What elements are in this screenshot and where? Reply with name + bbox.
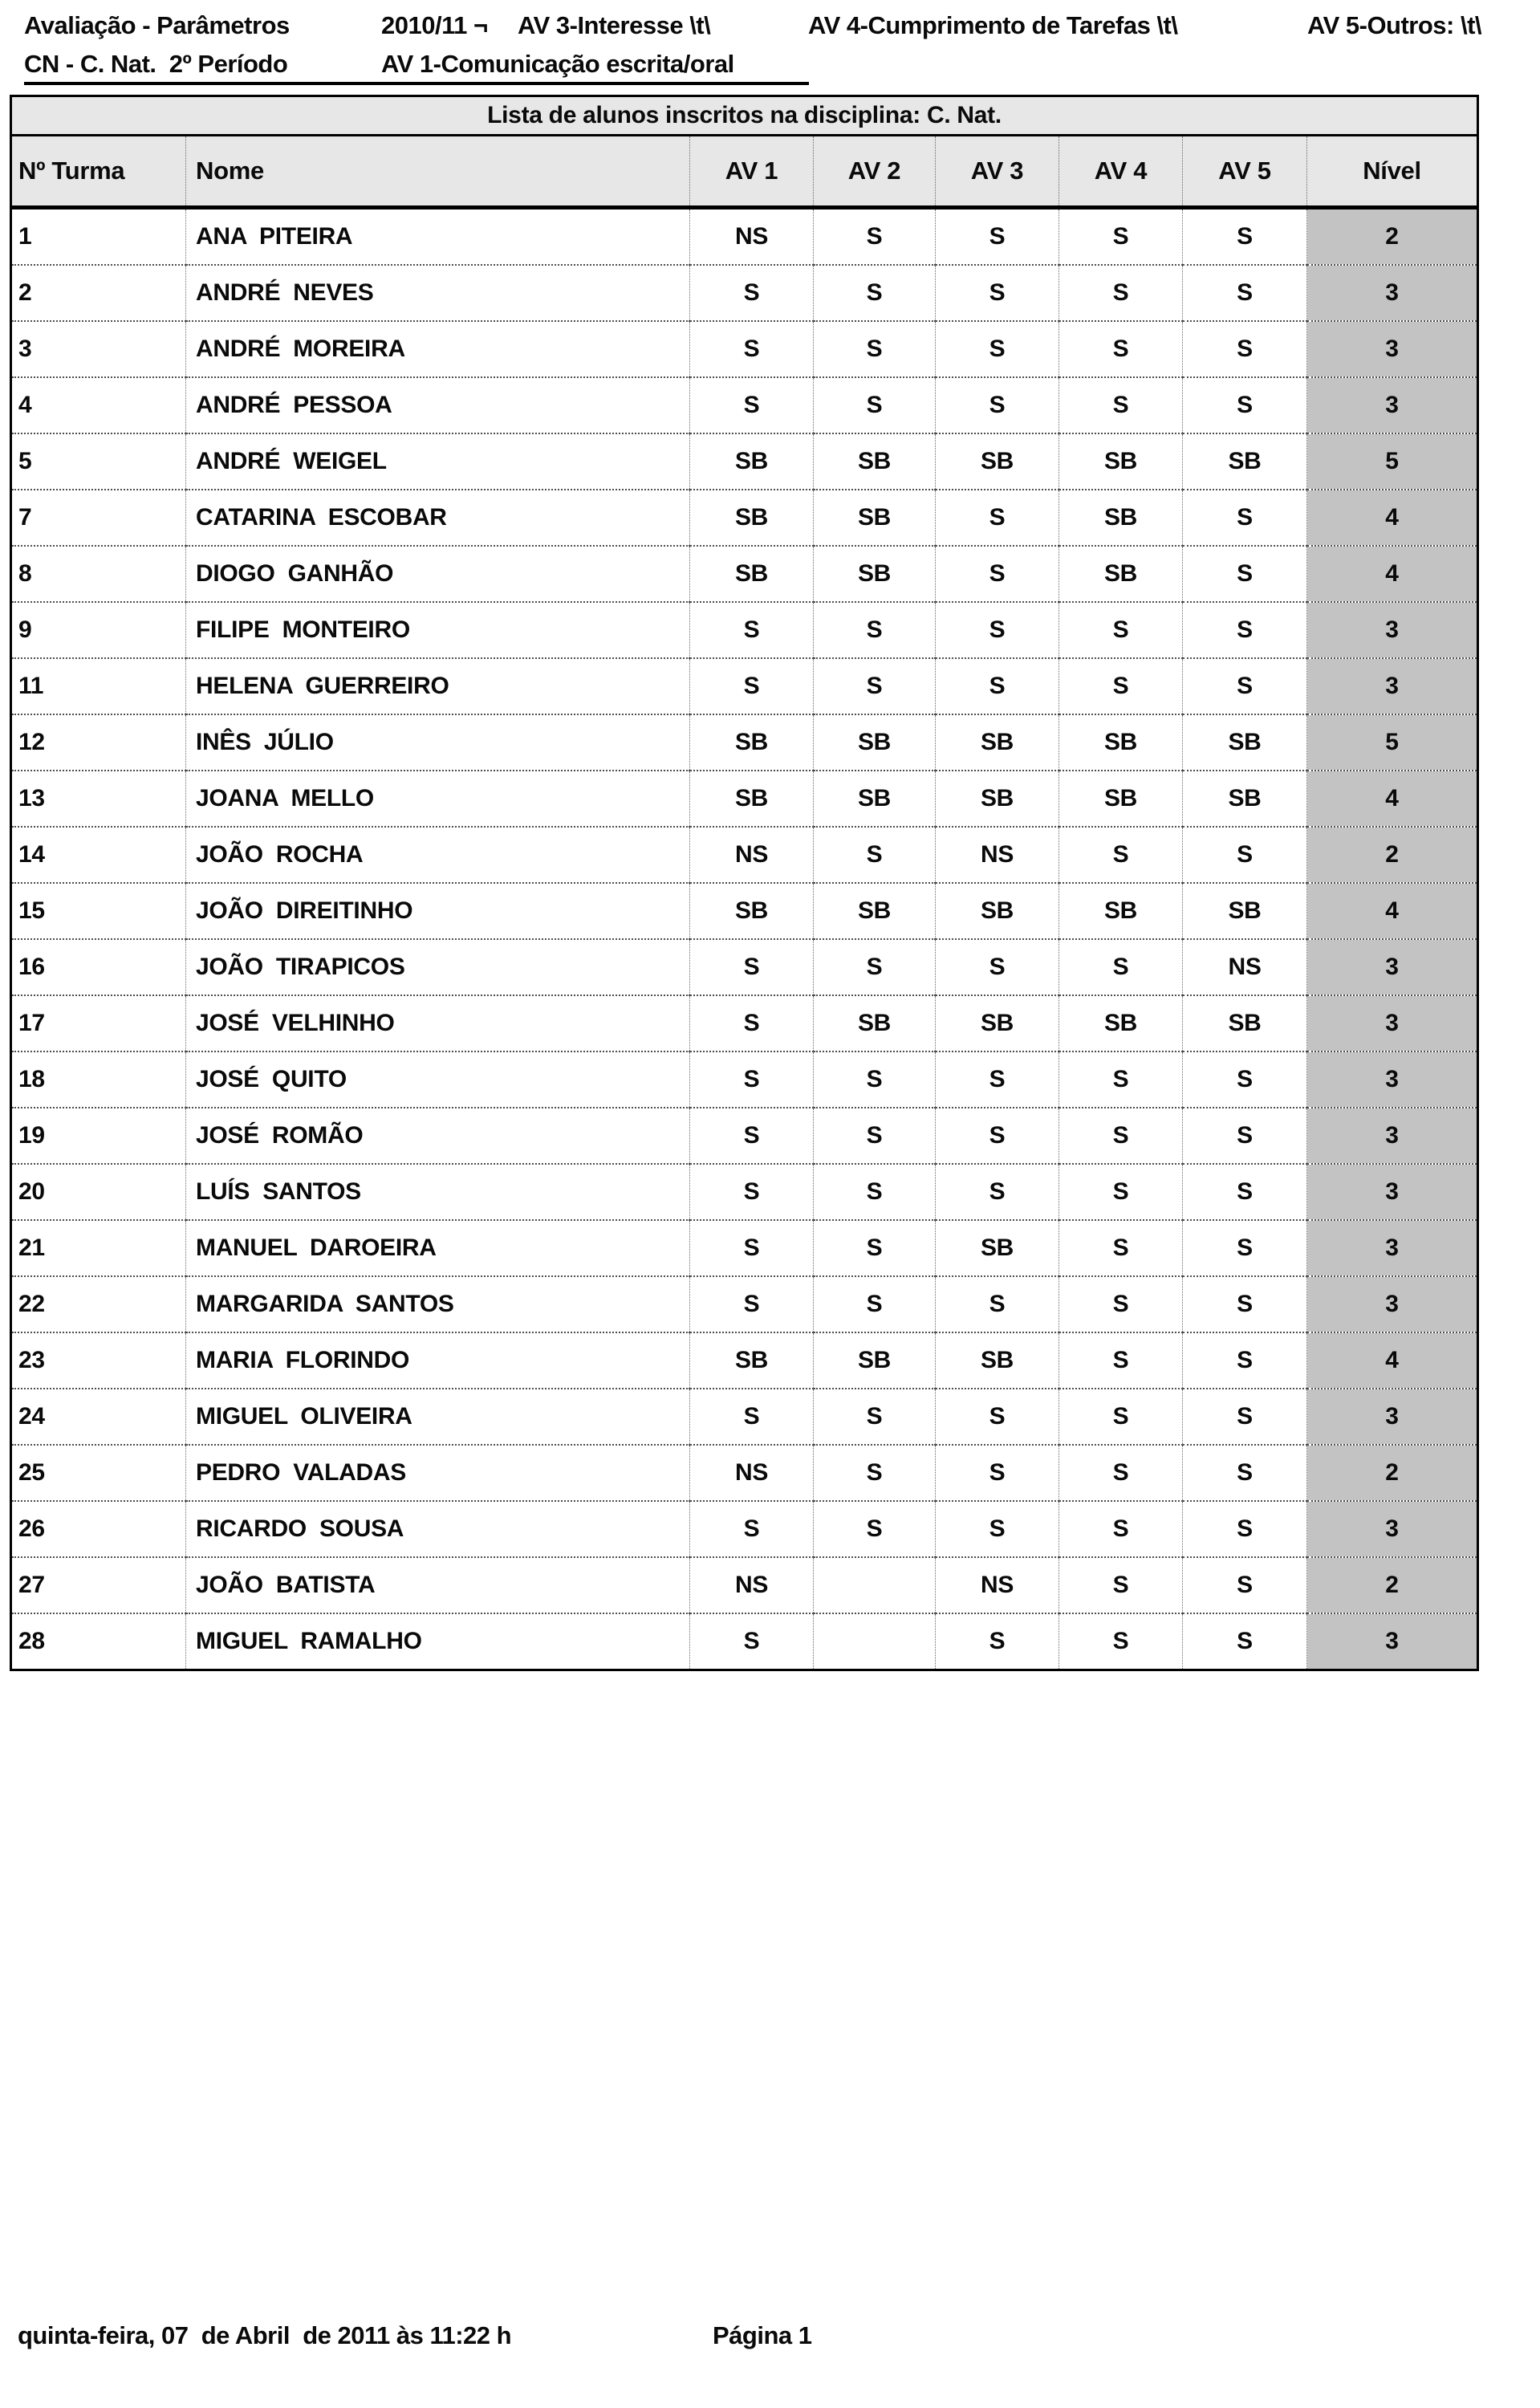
- student-row: [11, 714, 1478, 771]
- cell-av2: S: [814, 602, 936, 658]
- cell-av1: NS: [690, 827, 814, 883]
- cell-av3: S: [936, 1108, 1059, 1164]
- cell-av3: SB: [936, 771, 1059, 827]
- col-header-av3: AV 3: [936, 136, 1059, 208]
- cell-num-turma: 19: [11, 1108, 186, 1164]
- cell-av2: SB: [814, 546, 936, 602]
- cell-av2: S: [814, 1445, 936, 1501]
- cell-nivel: 3: [1307, 1501, 1478, 1557]
- cell-av4: S: [1059, 321, 1183, 377]
- cell-nome: PEDRO VALADAS: [186, 1445, 690, 1501]
- cell-av1: SB: [690, 883, 814, 939]
- cell-num-turma: 5: [11, 433, 186, 490]
- cell-nivel: 5: [1307, 433, 1478, 490]
- cell-av5: NS: [1183, 939, 1307, 995]
- cell-av3: S: [936, 658, 1059, 714]
- cell-av3: S: [936, 1613, 1059, 1670]
- cell-av5: S: [1183, 827, 1307, 883]
- cell-av2: S: [814, 1220, 936, 1276]
- student-row: [11, 208, 1478, 266]
- cell-av2: S: [814, 1164, 936, 1220]
- cell-av2: S: [814, 939, 936, 995]
- col-header-nivel: Nível: [1307, 136, 1478, 208]
- cell-av1: S: [690, 658, 814, 714]
- cell-av2: [814, 1557, 936, 1613]
- cell-nome: ANA PITEIRA: [186, 208, 690, 266]
- student-row: [11, 602, 1478, 658]
- cell-av3: SB: [936, 714, 1059, 771]
- table-title-row: [11, 96, 1478, 136]
- cell-av5: S: [1183, 265, 1307, 321]
- cell-av1: SB: [690, 714, 814, 771]
- cell-num-turma: 17: [11, 995, 186, 1051]
- cell-av1: SB: [690, 433, 814, 490]
- cell-num-turma: 12: [11, 714, 186, 771]
- cell-nivel: 4: [1307, 771, 1478, 827]
- cell-nome: ANDRÉ MOREIRA: [186, 321, 690, 377]
- cell-av2: SB: [814, 714, 936, 771]
- cell-nome: MANUEL DAROEIRA: [186, 1220, 690, 1276]
- cell-av3: S: [936, 208, 1059, 266]
- cell-av2: SB: [814, 883, 936, 939]
- cell-nome: JOSÉ VELHINHO: [186, 995, 690, 1051]
- report-header-line2: [0, 48, 1540, 85]
- cell-av4: S: [1059, 1220, 1183, 1276]
- cell-num-turma: 16: [11, 939, 186, 995]
- cell-av3: S: [936, 1389, 1059, 1445]
- cell-nivel: 3: [1307, 1389, 1478, 1445]
- cell-nivel: 3: [1307, 1051, 1478, 1108]
- col-header-nome: Nome: [186, 136, 690, 208]
- cell-num-turma: 11: [11, 658, 186, 714]
- student-row: [11, 1108, 1478, 1164]
- cell-nivel: 2: [1307, 208, 1478, 266]
- report-title: Avaliação - Parâmetros: [24, 11, 290, 39]
- cell-nivel: 3: [1307, 1108, 1478, 1164]
- cell-num-turma: 14: [11, 827, 186, 883]
- cell-av1: S: [690, 1389, 814, 1445]
- student-row: [11, 771, 1478, 827]
- cell-nivel: 3: [1307, 995, 1478, 1051]
- cell-av2: S: [814, 1389, 936, 1445]
- cell-av4: SB: [1059, 714, 1183, 771]
- cell-av3: S: [936, 490, 1059, 546]
- cell-av5: S: [1183, 1108, 1307, 1164]
- course-period-label: CN - C. Nat. 2º Período: [24, 50, 288, 78]
- page-number: Página 1: [713, 2321, 812, 2349]
- table-header-row: [11, 136, 1478, 208]
- cell-av4: S: [1059, 827, 1183, 883]
- student-row: [11, 1613, 1478, 1670]
- cell-av3: SB: [936, 995, 1059, 1051]
- cell-av4: S: [1059, 1557, 1183, 1613]
- cell-av2: S: [814, 1501, 936, 1557]
- cell-av1: S: [690, 1276, 814, 1332]
- cell-av3: NS: [936, 827, 1059, 883]
- cell-av4: S: [1059, 208, 1183, 266]
- param-av1-label: AV 1-Comunicação escrita/oral: [381, 50, 734, 78]
- cell-nome: ANDRÉ NEVES: [186, 265, 690, 321]
- cell-av1: S: [690, 602, 814, 658]
- cell-num-turma: 22: [11, 1276, 186, 1332]
- col-header-av2: AV 2: [814, 136, 936, 208]
- col-header-num-turma: Nº Turma: [11, 136, 186, 208]
- cell-av1: SB: [690, 1332, 814, 1389]
- cell-av3: S: [936, 1164, 1059, 1220]
- cell-num-turma: 9: [11, 602, 186, 658]
- cell-nivel: 2: [1307, 827, 1478, 883]
- student-row: [11, 546, 1478, 602]
- cell-num-turma: 18: [11, 1051, 186, 1108]
- student-row: [11, 827, 1478, 883]
- cell-av1: NS: [690, 208, 814, 266]
- cell-av4: S: [1059, 1108, 1183, 1164]
- cell-av5: SB: [1183, 433, 1307, 490]
- cell-av3: S: [936, 1276, 1059, 1332]
- cell-av5: SB: [1183, 995, 1307, 1051]
- cell-nome: HELENA GUERREIRO: [186, 658, 690, 714]
- cell-num-turma: 13: [11, 771, 186, 827]
- cell-nivel: 3: [1307, 939, 1478, 995]
- cell-av3: S: [936, 377, 1059, 433]
- cell-av1: S: [690, 321, 814, 377]
- cell-nome: RICARDO SOUSA: [186, 1501, 690, 1557]
- cell-av5: SB: [1183, 714, 1307, 771]
- param-av5-label: AV 5-Outros: \t\: [1307, 11, 1482, 39]
- cell-num-turma: 7: [11, 490, 186, 546]
- print-timestamp: quinta-feira, 07 de Abril de 2011 às 11:22 h: [18, 2321, 512, 2349]
- cell-nome: JOSÉ ROMÃO: [186, 1108, 690, 1164]
- cell-av5: SB: [1183, 883, 1307, 939]
- col-header-av4: AV 4: [1059, 136, 1183, 208]
- cell-av3: S: [936, 546, 1059, 602]
- cell-av4: S: [1059, 377, 1183, 433]
- cell-nivel: 3: [1307, 377, 1478, 433]
- student-row: [11, 1220, 1478, 1276]
- cell-av3: NS: [936, 1557, 1059, 1613]
- cell-nivel: 5: [1307, 714, 1478, 771]
- cell-num-turma: 20: [11, 1164, 186, 1220]
- student-row: [11, 1332, 1478, 1389]
- cell-av1: S: [690, 265, 814, 321]
- cell-av4: S: [1059, 1164, 1183, 1220]
- cell-nivel: 3: [1307, 602, 1478, 658]
- cell-num-turma: 26: [11, 1501, 186, 1557]
- cell-av3: S: [936, 1501, 1059, 1557]
- cell-av3: S: [936, 321, 1059, 377]
- student-row: [11, 658, 1478, 714]
- cell-av5: S: [1183, 1051, 1307, 1108]
- cell-av2: [814, 1613, 936, 1670]
- cell-av3: SB: [936, 433, 1059, 490]
- cell-av4: SB: [1059, 883, 1183, 939]
- cell-av5: S: [1183, 208, 1307, 266]
- cell-num-turma: 3: [11, 321, 186, 377]
- cell-av5: S: [1183, 377, 1307, 433]
- cell-nivel: 3: [1307, 1276, 1478, 1332]
- cell-av3: SB: [936, 1220, 1059, 1276]
- cell-nome: ANDRÉ PESSOA: [186, 377, 690, 433]
- cell-av2: S: [814, 321, 936, 377]
- table-body: [11, 208, 1478, 1670]
- cell-av2: S: [814, 1276, 936, 1332]
- cell-av3: SB: [936, 883, 1059, 939]
- student-row: [11, 1164, 1478, 1220]
- student-row: [11, 433, 1478, 490]
- student-row: [11, 377, 1478, 433]
- col-header-av5: AV 5: [1183, 136, 1307, 208]
- cell-av5: S: [1183, 1557, 1307, 1613]
- cell-av5: S: [1183, 1613, 1307, 1670]
- cell-av3: S: [936, 1445, 1059, 1501]
- cell-av4: S: [1059, 1332, 1183, 1389]
- cell-av5: S: [1183, 1501, 1307, 1557]
- cell-nome: JOANA MELLO: [186, 771, 690, 827]
- cell-nome: MARGARIDA SANTOS: [186, 1276, 690, 1332]
- cell-av4: S: [1059, 1501, 1183, 1557]
- cell-nivel: 2: [1307, 1445, 1478, 1501]
- cell-av1: S: [690, 1108, 814, 1164]
- cell-av1: S: [690, 1164, 814, 1220]
- cell-av1: S: [690, 995, 814, 1051]
- cell-av2: SB: [814, 995, 936, 1051]
- cell-av4: S: [1059, 1389, 1183, 1445]
- cell-av4: SB: [1059, 490, 1183, 546]
- cell-av5: S: [1183, 1389, 1307, 1445]
- cell-av5: S: [1183, 1220, 1307, 1276]
- cell-av4: S: [1059, 939, 1183, 995]
- cell-nivel: 3: [1307, 658, 1478, 714]
- cell-av5: S: [1183, 1445, 1307, 1501]
- cell-av1: NS: [690, 1557, 814, 1613]
- cell-av4: S: [1059, 1613, 1183, 1670]
- cell-av2: SB: [814, 433, 936, 490]
- cell-nome: LUÍS SANTOS: [186, 1164, 690, 1220]
- cell-av1: NS: [690, 1445, 814, 1501]
- cell-num-turma: 25: [11, 1445, 186, 1501]
- cell-nivel: 3: [1307, 321, 1478, 377]
- cell-av3: S: [936, 602, 1059, 658]
- cell-av1: SB: [690, 771, 814, 827]
- cell-nome: MARIA FLORINDO: [186, 1332, 690, 1389]
- cell-av2: S: [814, 377, 936, 433]
- cell-av3: S: [936, 265, 1059, 321]
- cell-num-turma: 15: [11, 883, 186, 939]
- col-header-av1: AV 1: [690, 136, 814, 208]
- cell-nome: JOÃO DIREITINHO: [186, 883, 690, 939]
- cell-num-turma: 24: [11, 1389, 186, 1445]
- cell-nome: JOSÉ QUITO: [186, 1051, 690, 1108]
- cell-av1: S: [690, 939, 814, 995]
- cell-nome: INÊS JÚLIO: [186, 714, 690, 771]
- cell-nivel: 3: [1307, 1613, 1478, 1670]
- cell-num-turma: 21: [11, 1220, 186, 1276]
- cell-av5: S: [1183, 1332, 1307, 1389]
- cell-nivel: 3: [1307, 1220, 1478, 1276]
- cell-av5: S: [1183, 546, 1307, 602]
- cell-nivel: 4: [1307, 546, 1478, 602]
- cell-av4: SB: [1059, 433, 1183, 490]
- student-row: [11, 490, 1478, 546]
- cell-av1: SB: [690, 546, 814, 602]
- cell-av1: S: [690, 1501, 814, 1557]
- cell-nome: MIGUEL RAMALHO: [186, 1613, 690, 1670]
- cell-nome: FILIPE MONTEIRO: [186, 602, 690, 658]
- cell-av2: S: [814, 265, 936, 321]
- cell-num-turma: 8: [11, 546, 186, 602]
- cell-av4: SB: [1059, 995, 1183, 1051]
- cell-nome: JOÃO ROCHA: [186, 827, 690, 883]
- cell-av2: S: [814, 827, 936, 883]
- cell-av2: S: [814, 208, 936, 266]
- students-table: [10, 95, 1479, 1671]
- cell-av5: SB: [1183, 771, 1307, 827]
- cell-av2: S: [814, 658, 936, 714]
- cell-nivel: 4: [1307, 883, 1478, 939]
- cell-nivel: 3: [1307, 1164, 1478, 1220]
- student-row: [11, 883, 1478, 939]
- cell-av4: S: [1059, 658, 1183, 714]
- cell-nivel: 3: [1307, 265, 1478, 321]
- cell-nome: MIGUEL OLIVEIRA: [186, 1389, 690, 1445]
- student-row: [11, 1051, 1478, 1108]
- cell-av4: SB: [1059, 546, 1183, 602]
- cell-av4: S: [1059, 1051, 1183, 1108]
- cell-av2: S: [814, 1108, 936, 1164]
- cell-nome: JOÃO BATISTA: [186, 1557, 690, 1613]
- report-header-line1: [0, 11, 1540, 43]
- param-av3-label: AV 3-Interesse \t\: [518, 11, 711, 39]
- cell-num-turma: 2: [11, 265, 186, 321]
- cell-av5: S: [1183, 321, 1307, 377]
- cell-num-turma: 28: [11, 1613, 186, 1670]
- cell-av4: S: [1059, 602, 1183, 658]
- cell-av5: S: [1183, 1276, 1307, 1332]
- cell-av5: S: [1183, 602, 1307, 658]
- student-row: [11, 1557, 1478, 1613]
- cell-nome: CATARINA ESCOBAR: [186, 490, 690, 546]
- page-footer: [0, 2321, 1540, 2357]
- cell-av4: S: [1059, 1445, 1183, 1501]
- cell-num-turma: 23: [11, 1332, 186, 1389]
- cell-av1: S: [690, 1220, 814, 1276]
- cell-nome: JOÃO TIRAPICOS: [186, 939, 690, 995]
- cell-nome: DIOGO GANHÃO: [186, 546, 690, 602]
- cell-av4: S: [1059, 265, 1183, 321]
- cell-av4: S: [1059, 1276, 1183, 1332]
- table-title: Lista de alunos inscritos na disciplina: C. Nat.: [11, 96, 1478, 136]
- cell-av4: SB: [1059, 771, 1183, 827]
- student-row: [11, 1389, 1478, 1445]
- param-av4-label: AV 4-Cumprimento de Tarefas \t\: [808, 11, 1178, 39]
- cell-av2: SB: [814, 1332, 936, 1389]
- school-year: 2010/11 ¬: [381, 11, 488, 39]
- cell-nome: ANDRÉ WEIGEL: [186, 433, 690, 490]
- cell-av3: S: [936, 1051, 1059, 1108]
- cell-av5: S: [1183, 490, 1307, 546]
- cell-av1: S: [690, 1613, 814, 1670]
- cell-nivel: 4: [1307, 490, 1478, 546]
- cell-av5: S: [1183, 1164, 1307, 1220]
- cell-num-turma: 1: [11, 208, 186, 266]
- cell-av3: SB: [936, 1332, 1059, 1389]
- cell-num-turma: 27: [11, 1557, 186, 1613]
- cell-av2: SB: [814, 771, 936, 827]
- student-row: [11, 939, 1478, 995]
- cell-av3: S: [936, 939, 1059, 995]
- student-row: [11, 321, 1478, 377]
- student-row: [11, 1501, 1478, 1557]
- student-row: [11, 1276, 1478, 1332]
- cell-av2: SB: [814, 490, 936, 546]
- cell-nivel: 2: [1307, 1557, 1478, 1613]
- cell-av5: S: [1183, 658, 1307, 714]
- cell-av2: S: [814, 1051, 936, 1108]
- cell-av1: SB: [690, 490, 814, 546]
- cell-av1: S: [690, 1051, 814, 1108]
- cell-nivel: 4: [1307, 1332, 1478, 1389]
- cell-num-turma: 4: [11, 377, 186, 433]
- cell-av1: S: [690, 377, 814, 433]
- student-row: [11, 265, 1478, 321]
- student-row: [11, 1445, 1478, 1501]
- student-row: [11, 995, 1478, 1051]
